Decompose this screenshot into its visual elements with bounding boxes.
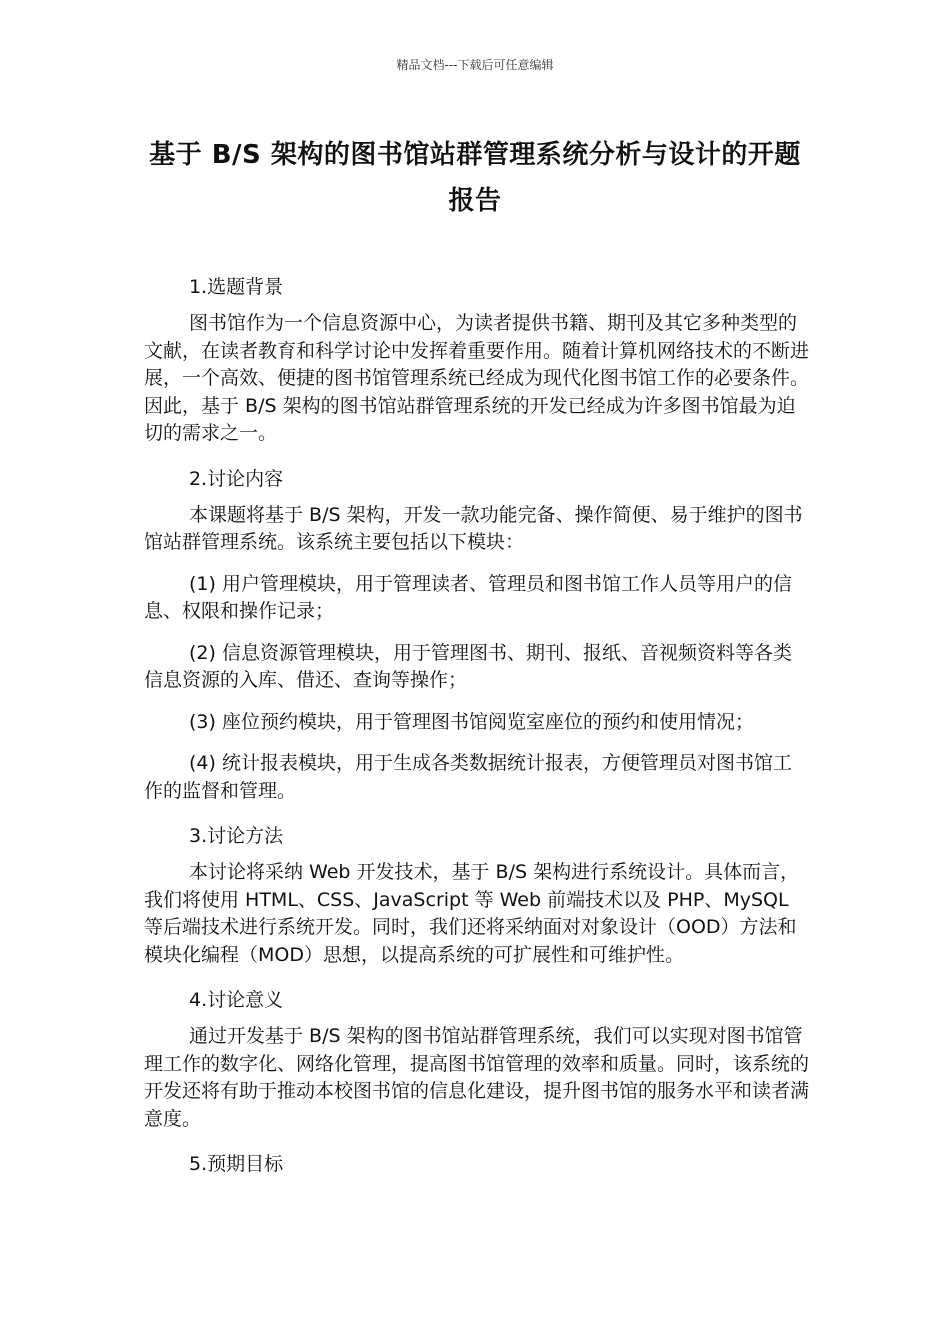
- list-item-paragraph: (2) 信息资源管理模块，用于管理图书、期刊、报纸、音视频资料等各类信息资源的入库、借还、查询等操作；: [144, 641, 792, 691]
- paragraph: 通过开发基于 B/S 架构的图书馆站群管理系统，我们可以实现对图书馆管理工作的数字化、网络化管理，提高图书馆管理的效率和质量。同时，该系统的开发还将有助于推动本校图书馆的信息化建设，提升图书馆的服务水平和读者满意度。: [144, 1025, 810, 1130]
- section-heading: 4.讨论意义: [189, 989, 284, 1011]
- header-note: 精品文档---下载后可任意编辑: [396, 58, 554, 72]
- paragraph: 本讨论将采纳 Web 开发技术，基于 B/S 架构进行系统设计。具体而言，我们将使用 HTML、CSS、JavaScript 等 Web 前端技术以及 PHP、MySQL 等后端技术进行系统开发。同时，我们还将采纳面对对象设计（OOD）方法和模块化编程（MOD）思想，以提高系统的可扩展性和可维护性。: [144, 861, 800, 966]
- section-heading: 1.选题背景: [189, 276, 284, 298]
- list-item-paragraph: (4) 统计报表模块，用于生成各类数据统计报表，方便管理员对图书馆工作的监督和管理。: [144, 752, 792, 802]
- paragraph: 本课题将基于 B/S 架构，开发一款功能完备、操作简便、易于维护的图书馆站群管理系统。该系统主要包括以下模块：: [144, 503, 803, 553]
- list-item-paragraph: (3) 座位预约模块，用于管理图书馆阅览室座位的预约和使用情况；: [189, 710, 754, 733]
- section-heading: 2.讨论内容: [189, 467, 284, 490]
- document-body: [144, 270, 809, 1187]
- paragraph: 图书馆作为一个信息资源中心，为读者提供书籍、期刊及其它多种类型的文献，在读者教育和科学讨论中发挥着重要作用。随着计算机网络技术的不断进展，一个高效、便捷的图书馆管理系统已经成为现代化图书馆工作的必要条件。因此，基于 B/S 架构的图书馆站群管理系统的开发已经成为许多图书馆最为迫切的需求之一。: [144, 312, 810, 444]
- section-heading: 3.讨论方法: [189, 825, 284, 847]
- document-title: 基于 B/S 架构的图书馆站群管理系统分析与设计的开题报告: [149, 140, 801, 216]
- section-heading: 5.预期目标: [189, 1153, 284, 1175]
- list-item-paragraph: (1) 用户管理模块，用于管理读者、管理员和图书馆工作人员等用户的信息、权限和操作记录；: [144, 572, 792, 622]
